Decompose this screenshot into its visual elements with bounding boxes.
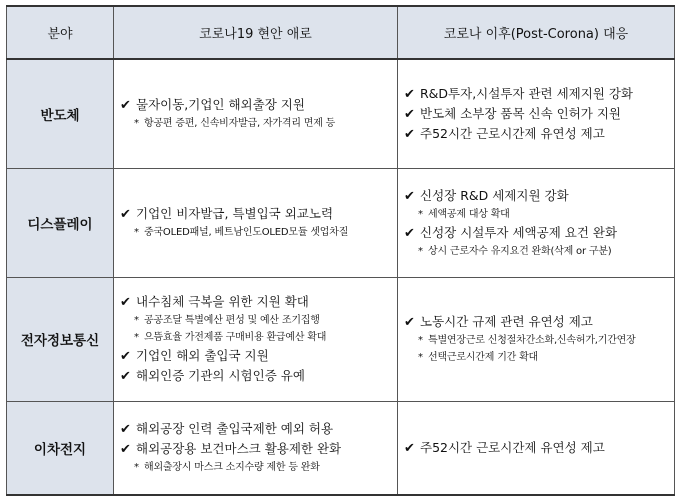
checkmark-icon: ✔	[404, 126, 415, 142]
check-item	[404, 186, 674, 206]
check-item	[404, 104, 674, 124]
asterisk-icon: *	[418, 208, 423, 220]
checkmark-icon: ✔	[404, 86, 415, 102]
asterisk-icon: *	[134, 332, 139, 343]
item-text: 주52시간 근로시간제 유연성 제고	[420, 125, 605, 141]
item-text: 세액공제 대상 확대	[428, 208, 510, 220]
response-cell	[398, 401, 675, 495]
item-text: 해외출장시 마스크 소지수량 제한 등 완화	[144, 462, 320, 474]
sub-item	[404, 243, 674, 260]
item-text: 신성장 시설투자 세액공제 요건 완화	[420, 224, 618, 240]
check-item	[120, 366, 397, 386]
check-item	[120, 95, 397, 115]
item-text: 선택근로시간제 기간 확대	[428, 352, 539, 363]
category-cell: 디스플레이	[7, 168, 114, 277]
header-current-issues: 코로나19 현안 애로	[114, 6, 398, 59]
policy-table-container	[6, 5, 674, 496]
checkmark-icon: ✔	[120, 369, 131, 384]
checkmark-icon: ✔	[120, 442, 131, 458]
issues-cell	[114, 401, 398, 495]
item-text: 공공조달 특별예산 편성 및 예산 조기집행	[144, 315, 320, 326]
table-body	[7, 59, 675, 495]
header-field: 분야	[7, 6, 114, 59]
sub-item	[120, 459, 397, 476]
item-text: 해외인증 기관의 시험인증 유예	[136, 368, 305, 383]
checkmark-icon: ✔	[404, 225, 415, 241]
table-row	[7, 277, 675, 401]
issues-cell	[114, 168, 398, 277]
check-item	[120, 439, 397, 459]
checkmark-icon: ✔	[120, 349, 131, 364]
item-text: 해외공장 인력 출입국제한 예외 허용	[136, 421, 334, 437]
table-row	[7, 59, 675, 168]
policy-table	[6, 5, 675, 496]
item-text: 으뜸효율 가전제품 구매비용 환급예산 확대	[144, 332, 327, 343]
check-item	[120, 346, 397, 366]
item-text: 노동시간 규제 관련 유연성 제고	[420, 314, 593, 329]
item-text: 반도체 소부장 품목 신속 인허가 지원	[420, 105, 621, 121]
item-text: 해외공장용 보건마스크 활용제한 완화	[136, 441, 342, 457]
category-cell: 이차전지	[7, 401, 114, 495]
item-text: 기업인 비자발급, 특별입국 외교노력	[136, 206, 334, 221]
issues-cell	[114, 277, 398, 401]
item-text: 물자이동,기업인 해외출장 지원	[136, 97, 305, 113]
item-text: 특별연장근로 신청절차간소화,신속허가,기간연장	[428, 335, 636, 346]
category-cell: 전자정보통신	[7, 277, 114, 401]
check-item	[404, 223, 674, 243]
checkmark-icon: ✔	[120, 207, 131, 222]
checkmark-icon: ✔	[404, 106, 415, 122]
check-item	[404, 438, 674, 458]
issues-cell	[114, 59, 398, 168]
sub-item	[404, 349, 674, 366]
asterisk-icon: *	[134, 462, 139, 474]
sub-item	[404, 332, 674, 349]
sub-item	[404, 206, 674, 223]
item-text: 기업인 해외 출입국 지원	[136, 348, 269, 363]
asterisk-icon: *	[418, 352, 423, 363]
category-cell: 반도체	[7, 59, 114, 168]
asterisk-icon: *	[134, 315, 139, 326]
item-text: 상시 근로자수 유지요건 완화(삭제 or 구분)	[428, 245, 612, 257]
item-text: 신성장 R&D 세제지원 강화	[420, 187, 569, 203]
sub-item	[120, 224, 397, 241]
sub-item	[120, 329, 397, 346]
item-text: 중국OLED패널, 베트남인도OLED모듈 셋업차질	[144, 227, 349, 238]
table-header-row	[7, 6, 675, 59]
checkmark-icon: ✔	[404, 315, 415, 330]
response-cell	[398, 59, 675, 168]
asterisk-icon: *	[134, 227, 139, 238]
item-text: R&D투자,시설투자 관련 세제지원 강화	[420, 85, 634, 101]
sub-item	[120, 312, 397, 329]
checkmark-icon: ✔	[120, 295, 131, 310]
header-post-corona: 코로나 이후(Post-Corona) 대응	[398, 6, 675, 59]
check-item	[404, 312, 674, 332]
checkmark-icon: ✔	[120, 422, 131, 438]
response-cell	[398, 277, 675, 401]
checkmark-icon: ✔	[120, 98, 131, 114]
asterisk-icon: *	[134, 118, 139, 130]
response-cell	[398, 168, 675, 277]
sub-item	[120, 115, 397, 132]
asterisk-icon: *	[418, 335, 423, 346]
item-text: 내수침체 극복을 위한 지원 확대	[136, 294, 309, 309]
item-text: 항공편 증편, 신속비자발급, 자가격리 면제 등	[144, 118, 336, 130]
table-row	[7, 168, 675, 277]
table-row	[7, 401, 675, 495]
checkmark-icon: ✔	[404, 440, 415, 456]
check-item	[404, 84, 674, 104]
checkmark-icon: ✔	[404, 188, 415, 204]
check-item	[120, 292, 397, 312]
item-text: 주52시간 근로시간제 유연성 제고	[420, 439, 605, 455]
check-item	[404, 124, 674, 144]
asterisk-icon: *	[418, 245, 423, 257]
check-item	[120, 204, 397, 224]
check-item	[120, 419, 397, 439]
